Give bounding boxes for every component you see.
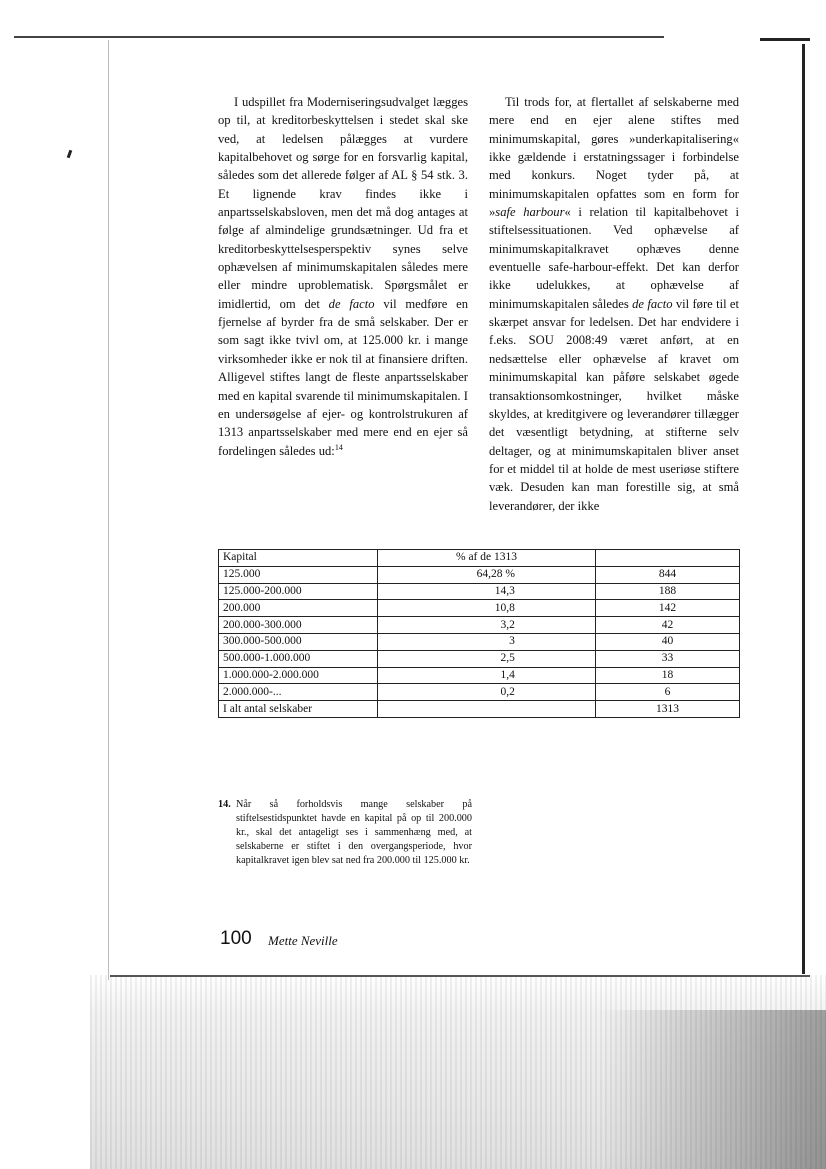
table-row: [219, 650, 740, 667]
table-cell-capital: 500.000-1.000.000: [219, 650, 378, 667]
header-cell-percent: % af de 1313: [378, 550, 596, 567]
scan-shadow-corner: [600, 1010, 826, 1169]
right-paragraph-part1: Til trods for, at flertallet af selskaberne med mere end en ejer alene stiftes med minimumskapital, gøres »underkapitalisering« ikke gældende i erstatningssager i forbindelse med konkurs. Noget tyder på, at minimumskapitalen opfattes som en form for »: [489, 95, 739, 220]
capital-table: [218, 549, 740, 718]
table-row: [219, 583, 740, 600]
table-cell-count: 188: [595, 583, 739, 600]
table-header-row: [219, 550, 740, 567]
table-row: [219, 684, 740, 701]
table-row: [219, 566, 740, 583]
left-paragraph-cont: vil medføre en fjernelse af byrder fra de små selskaber. Der er som sagt ikke tvivl om, at 125.000 kr. i mange virksomheder ikke er nok til at finansiere driften. Alligevel stiftes langt de fleste anpartsselskaber med en kapital svarende til minimumskapitalen. I en undersøgelse af ejer- og kontrolstrukuren af 1313 anpartsselskaber med mere end en ejer så fordelingen således ud:: [218, 296, 469, 458]
table-cell-count: 33: [595, 650, 739, 667]
right-paragraph-part3: vil føre til et skærpet ansvar for ledelsen. Det har endvidere i f.eks. SOU 2008:49 været anført, at en nedsættelse eller ophævelse af kravet om minimumskapital kan påføre selskabet øgede transaktionsomkostninger, hvilket måske skyldes, at kreditgivere og leverandører tillægger det væsentligt betydning, at stifterne selv deltager, og at minimumskapitalen bliver anset for et middel til at holde de mest useriøse stiftere væk. Desuden kan man forestille sig, at små leverandører, der ikke: [489, 296, 739, 513]
total-cell-percent: [378, 701, 596, 718]
table-row: [219, 600, 740, 617]
header-cell-count: [595, 550, 739, 567]
table-cell-count: 142: [595, 600, 739, 617]
left-paragraph-text: I udspillet fra Moderniseringsudvalget lægges op til, at kreditorbeskyttelsen i stedet skal ske ved, at ledelsen pålægges at vurdere kapitalbehovet og sørge for en forsvarlig kapital, således som det allerede følger af AL § 54 stk. 3. Et lignende krav findes ikke i anpartsselskabsloven, men det må dog antages at følge af almindelige grundsætninger. Ud fra et kreditorbeskyttelsesperspektiv synes selve ophævelsen af minimumskapitalen således mere eller mindre uproblematisk. Spørgsmålet er imidlertid, om det: [218, 95, 468, 311]
capital-table-body: [219, 550, 740, 718]
table-cell-percent: 64,28 %: [378, 566, 596, 583]
left-de-facto: de facto: [328, 296, 375, 311]
table-cell-capital: 200.000: [219, 600, 378, 617]
footnote: [218, 798, 472, 868]
scan-edge-left: [108, 40, 109, 980]
right-paragraph-part2: « i relation til kapitalbehovet i stiftelsessituationen. Ved ophævelse af minimumskapitalkravet ophæves denne eventuelle safe-harbour-effekt. Det kan derfor ikke udelukkes, at ophævelse af minimumskapitalen således: [489, 205, 739, 311]
left-column: [218, 93, 468, 460]
author-name: Mette Neville: [268, 933, 338, 948]
table-cell-percent: 10,8: [378, 600, 596, 617]
table-cell-percent: 1,4: [378, 667, 596, 684]
right-column: [489, 93, 739, 515]
table-cell-count: 6: [595, 684, 739, 701]
table-cell-percent: 0,2: [378, 684, 596, 701]
scan-edge-right: [802, 44, 805, 974]
total-cell-count: 1313: [595, 701, 739, 718]
table-cell-capital: 2.000.000-...: [219, 684, 378, 701]
table-cell-count: 40: [595, 633, 739, 650]
right-paragraph: [489, 93, 739, 515]
table-total-row: [219, 701, 740, 718]
left-paragraph: [218, 93, 468, 460]
scan-edge-bottom: [110, 975, 810, 977]
table-row: [219, 617, 740, 634]
footnote-reference: 14: [334, 442, 343, 452]
table-cell-percent: 3: [378, 633, 596, 650]
table-cell-percent: 14,3: [378, 583, 596, 600]
table-cell-capital: 200.000-300.000: [219, 617, 378, 634]
table-cell-capital: 125.000: [219, 566, 378, 583]
footnote-text: Når så forholdsvis mange selskaber på stiftelsestidspunktet havde en kapital på op til 200.000 kr., skal det antageligt ses i sammenhæng med, at selskaberne er stiftet i den overgangsperiode, hvor kapitalkravet igen blev sat ned fra 200.000 til 125.000 kr.: [236, 799, 472, 866]
scan-edge-top-right: [760, 38, 810, 41]
right-de-facto: de facto: [632, 296, 673, 311]
table-cell-capital: 125.000-200.000: [219, 583, 378, 600]
page-number: 100: [220, 928, 252, 949]
table-cell-percent: 3,2: [378, 617, 596, 634]
header-cell-capital: Kapital: [219, 550, 378, 567]
right-safe-harbour: safe harbour: [495, 205, 565, 220]
table-cell-percent: 2,5: [378, 650, 596, 667]
footnote-number: 14.: [218, 799, 231, 810]
table-cell-count: 18: [595, 667, 739, 684]
table-cell-count: 844: [595, 566, 739, 583]
scan-stray-mark: [67, 150, 73, 159]
table-cell-count: 42: [595, 617, 739, 634]
table-row: [219, 633, 740, 650]
total-cell-label: I alt antal selskaber: [219, 701, 378, 718]
table-cell-capital: 300.000-500.000: [219, 633, 378, 650]
table-cell-capital: 1.000.000-2.000.000: [219, 667, 378, 684]
table-row: [219, 667, 740, 684]
scan-edge-top: [14, 36, 664, 38]
